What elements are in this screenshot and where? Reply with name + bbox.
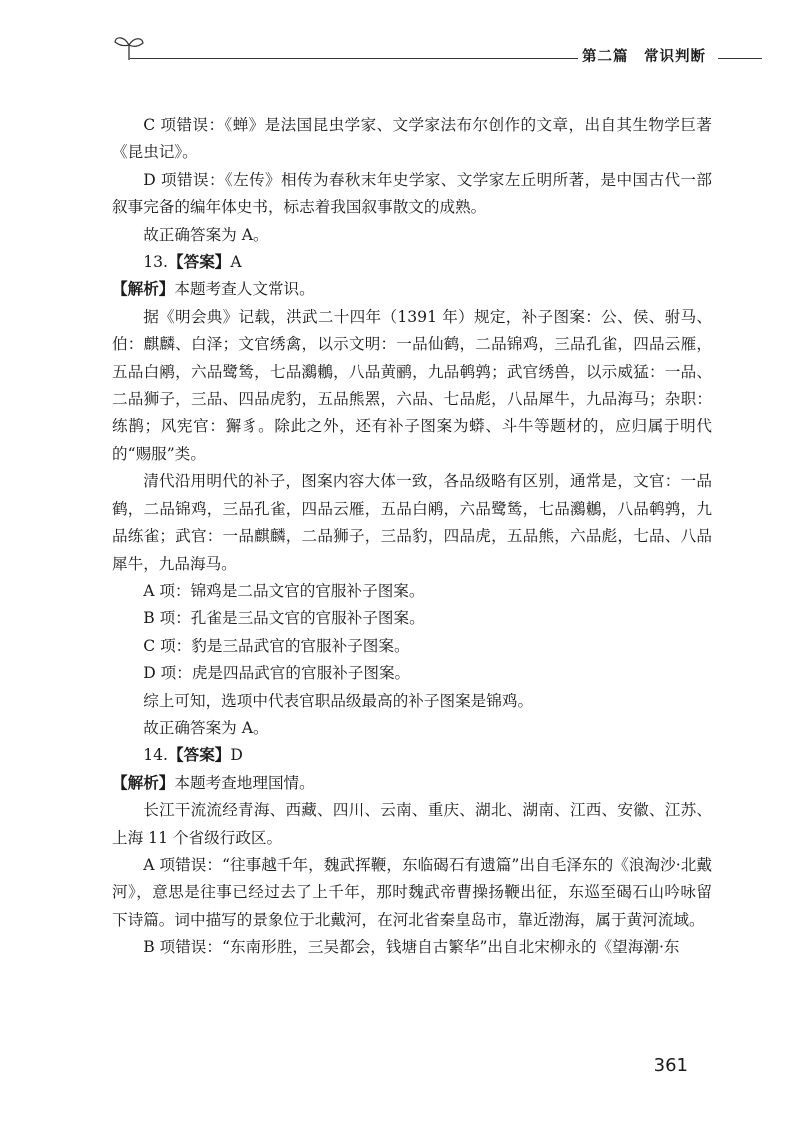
page-body — [112, 112, 712, 962]
ming-buzi-paragraph: 据《明会典》记载，洪武二十四年（1391 年）规定，补子图案：公、侯、驸马、伯：麒麟、白泽；文官绣禽，以示文明：一品仙鹤，二品锦鸡，三品孔雀，四品云雁，五品白鹇，六品鹭鸶，七品鸂鶒，八品黄鹂，九品鹌鹑；武官绣兽，以示威猛：一品、二品狮子，三品、四品虎豹，五品熊罴，六品、七品彪，八品犀牛，九品海马；杂职：练鹊；风宪官：獬豸。除此之外，还有补子图案为蟒、斗牛等题材的，应归属于明代的“赐服”类。 — [112, 307, 712, 463]
conclusion: 故正确答案为 A。 — [143, 718, 269, 737]
question-number: 13. — [143, 253, 168, 272]
section-title: 第二篇 常识判断 — [582, 49, 706, 65]
conclusion: 故正确答案为 A。 — [143, 225, 269, 244]
option-d-explanation: D 项：虎是四品武官的官服补子图案。 — [143, 664, 411, 683]
answer-line-13 — [112, 249, 712, 276]
yangtze-paragraph: 长江干流流经青海、西藏、四川、云南、重庆、湖北、湖南、江西、安徽、江苏、上海 11 个省级行政区。 — [112, 801, 712, 847]
page-number: 361 — [653, 1055, 688, 1076]
analysis-tag: 【解析】 — [112, 280, 175, 299]
option-b-explanation: B 项错误：“东南形胜，三吴都会，钱塘自古繁华”出自北宋柳永的《望海潮·东 — [143, 938, 680, 957]
analysis-text: 本题考查地理国情。 — [174, 773, 315, 792]
analysis-line-14 — [112, 770, 712, 797]
answer-value: A — [230, 253, 242, 272]
option-b-explanation: B 项：孔雀是三品文官的官服补子图案。 — [143, 609, 425, 628]
question-number: 14. — [143, 746, 168, 765]
header-rule-left — [130, 58, 578, 59]
analysis-tag: 【解析】 — [112, 773, 175, 792]
qing-buzi-paragraph: 清代沿用明代的补子，图案内容大体一致，各品级略有区别，通常是，文官：一品鹤，二品锦鸡，三品孔雀，四品云雁，五品白鹇，六品鹭鸶，七品鸂鶒，八品鹌鹑，九品练雀；武官：一品麒麟，二品狮子，三品豹，四品虎，五品熊，六品彪，七品、八品犀牛，九品海马。 — [112, 472, 712, 573]
option-d-explanation: D 项错误：《左传》相传为春秋末年史学家、文学家左丘明所著，是中国古代一部叙事完备的编年体史书，标志着我国叙事散文的成熟。 — [112, 170, 712, 217]
analysis-text: 本题考查人文常识。 — [174, 280, 315, 299]
option-a-explanation: A 项：锦鸡是二品文官的官服补子图案。 — [143, 581, 425, 600]
answer-tag: 【答案】 — [168, 746, 231, 765]
summary: 综上可知，选项中代表官职品级最高的补子图案是锦鸡。 — [143, 691, 534, 710]
answer-tag: 【答案】 — [168, 253, 231, 272]
header-rule-right — [718, 58, 762, 59]
option-c-explanation: C 项：豹是三品武官的官服补子图案。 — [143, 636, 410, 655]
option-c-explanation: C 项错误：《蝉》是法国昆虫学家、文学家法布尔创作的文章，出自其生物学巨著《昆虫记》。 — [112, 116, 712, 162]
option-a-explanation: A 项错误：“往事越千年，魏武挥鞭，东临碣石有遗篇”出自毛泽东的《浪淘沙·北戴河》，意思是往事已经过去了上千年，那时魏武帝曹操扬鞭出征，东巡至碣石山吟咏留下诗篇。词中描写的景象位于北戴河，在河北省秦皇岛市，靠近渤海，属于黄河流域。 — [112, 855, 712, 929]
page-header — [112, 30, 762, 78]
answer-line-14 — [112, 742, 712, 769]
answer-value: D — [230, 746, 243, 765]
analysis-line-13 — [112, 276, 712, 303]
